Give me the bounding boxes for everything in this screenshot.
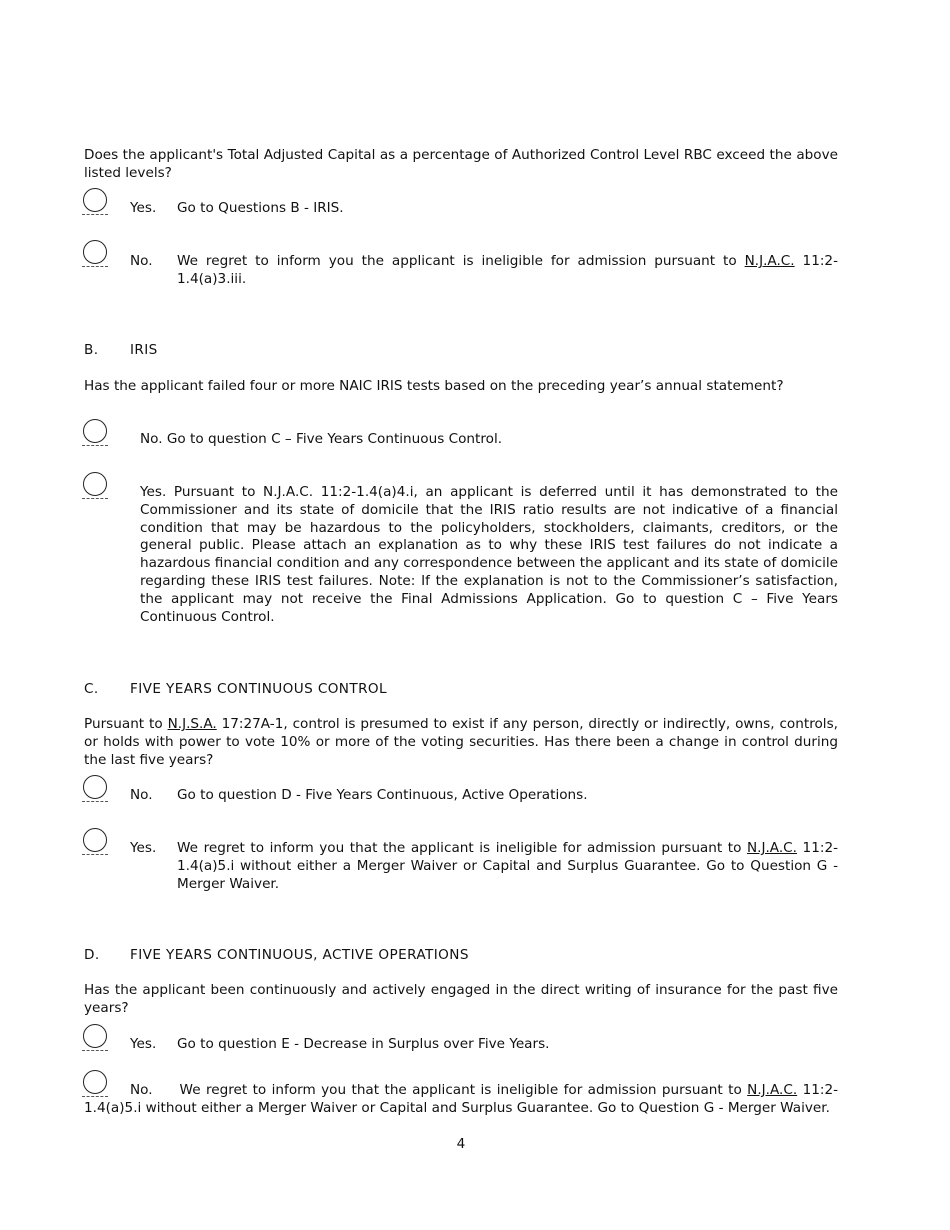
operations-question: Has the applicant been continuously and actively engaged in the direct writing of insurance for the past five years?	[84, 982, 838, 1016]
operations-yes-radio[interactable]	[82, 1024, 112, 1054]
rbc-question: Does the applicant's Total Adjusted Capital as a percentage of Authorized Control Level RBC exceed the above listed levels?	[84, 147, 838, 181]
rbc-no-citation: N.J.A.C.	[744, 253, 795, 269]
iris-no-text: No. Go to question C – Five Years Continuous Control.	[140, 431, 503, 447]
radio-circle-icon	[83, 188, 107, 212]
section-d-letter: D.	[84, 947, 100, 963]
iris-yes-text: Yes. Pursuant to N.J.A.C. 11:2-1.4(a)4.i, an applicant is deferred until it has demonstrated to the Commissioner and its state of domicile that the IRIS ratio results are not indicative of a financial condition that may be hazardous to the policyholders, stockholders, claimants, creditors, or the general public. Please attach an explanation as to why these IRIS test failures do not indicate a hazardous financial condition and any correspondence between the applicant and its state of domicile regarding these IRIS test failures. Note: If the explanation is not to the Commissioner’s satisfaction, the applicant may not receive the Final Admissions Application. Go to question C – Five Years Continuous Control.	[140, 484, 838, 625]
operations-no-citation: N.J.A.C.	[747, 1082, 798, 1098]
rbc-yes-radio[interactable]	[82, 188, 112, 218]
operations-no-label: No.	[130, 1082, 153, 1098]
radio-circle-icon	[83, 828, 107, 852]
control-yes-citation: N.J.A.C.	[746, 840, 797, 856]
radio-circle-icon	[83, 419, 107, 443]
section-b-heading	[84, 342, 158, 360]
radio-underline	[82, 214, 108, 215]
rbc-no-text	[177, 253, 838, 289]
section-c-letter: C.	[84, 681, 99, 697]
control-yes-radio[interactable]	[82, 828, 112, 858]
operations-yes-label: Yes.	[130, 1036, 157, 1052]
iris-yes-radio[interactable]	[82, 472, 112, 502]
control-question	[84, 716, 838, 769]
section-d-title: FIVE YEARS CONTINUOUS, ACTIVE OPERATIONS	[130, 947, 469, 963]
radio-circle-icon	[83, 240, 107, 264]
operations-no-text-after: 11:2-1.4(a)5.i without either a Merger Waiver or Capital and Surplus Guarantee. Go to Question G - Merger Waiver.	[84, 1082, 838, 1116]
iris-question: Has the applicant failed four or more NAIC IRIS tests based on the preceding year’s annual statement?	[84, 378, 784, 394]
operations-no-text	[84, 1082, 838, 1118]
rbc-no-label: No.	[130, 253, 153, 269]
rbc-no-text-before: We regret to inform you the applicant is ineligible for admission pursuant to	[177, 253, 745, 269]
control-no-text: Go to question D - Five Years Continuous, Active Operations.	[177, 787, 588, 803]
control-no-radio[interactable]	[82, 775, 112, 805]
radio-underline	[82, 801, 108, 802]
radio-underline	[82, 266, 108, 267]
radio-circle-icon	[83, 472, 107, 496]
section-d-heading	[84, 947, 469, 965]
radio-circle-icon	[83, 1024, 107, 1048]
control-yes-text	[177, 840, 838, 893]
control-question-citation: N.J.S.A.	[167, 716, 217, 732]
control-question-after: 17:27A-1, control is presumed to exist if any person, directly or indirectly, owns, controls, or holds with power to vote 10% or more of the voting securities. Has there been a change in control during the last five years?	[84, 716, 838, 768]
control-no-label: No.	[130, 787, 153, 803]
control-yes-label: Yes.	[130, 840, 157, 856]
iris-no-radio[interactable]	[82, 419, 112, 449]
section-b-title: IRIS	[130, 342, 158, 358]
section-b-letter: B.	[84, 342, 99, 358]
radio-underline	[82, 1050, 108, 1051]
control-yes-text-after: 11:2-1.4(a)5.i without either a Merger Waiver or Capital and Surplus Guarantee. Go to Question G - Merger Waiver.	[177, 840, 838, 892]
section-c-heading	[84, 681, 387, 699]
section-c-title: FIVE YEARS CONTINUOUS CONTROL	[130, 681, 387, 697]
control-yes-text-before: We regret to inform you that the applicant is ineligible for admission pursuant to	[177, 840, 747, 856]
radio-underline	[82, 445, 108, 446]
page-number: 4	[456, 1136, 466, 1152]
control-question-before: Pursuant to	[84, 716, 168, 732]
operations-yes-text: Go to question E - Decrease in Surplus over Five Years.	[177, 1036, 550, 1052]
rbc-no-radio[interactable]	[82, 240, 112, 270]
radio-underline	[82, 498, 108, 499]
rbc-yes-text: Go to Questions B - IRIS.	[177, 200, 344, 216]
radio-circle-icon	[83, 775, 107, 799]
rbc-no-text-after: 11:2-1.4(a)3.iii.	[177, 253, 838, 287]
rbc-yes-label: Yes.	[130, 200, 157, 216]
radio-underline	[82, 854, 108, 855]
operations-no-text-before: We regret to inform you that the applicant is ineligible for admission pursuant to	[179, 1082, 748, 1098]
